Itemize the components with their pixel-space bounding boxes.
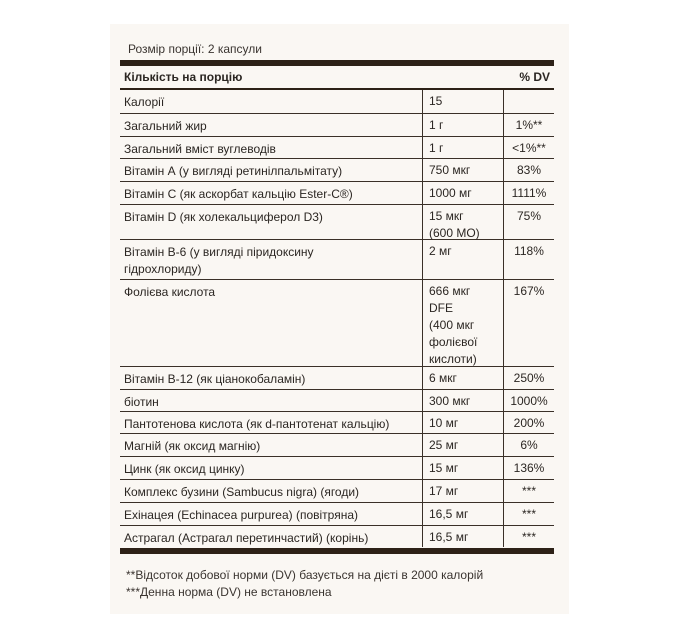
table-row	[120, 367, 554, 390]
nutrient-dv: 1111%	[511, 186, 547, 200]
serving-size: Розмір порції: 2 капсули	[128, 42, 262, 56]
table-row	[120, 412, 554, 434]
nutrient-name: Вітамін В-6 (у вигляді піридоксину гідрохлориду)	[124, 245, 314, 276]
nutrient-name: Вітамін D (як холекальциферол D3)	[124, 210, 323, 224]
nutrient-dv: 136%	[513, 461, 545, 475]
nutrient-dv: ***	[521, 484, 536, 498]
table-header	[120, 66, 554, 90]
nutrient-dv: <1%**	[512, 141, 546, 155]
nutrient-name: Загальний жир	[124, 119, 207, 133]
table-row	[120, 182, 554, 205]
nutrient-dv: 6%	[520, 438, 538, 452]
nutrient-amount: 1000 мг	[422, 182, 504, 204]
nutrient-amount: 15 мг	[422, 457, 504, 479]
nutrient-dv: 167%	[513, 284, 545, 298]
nutrient-name: Калорії	[124, 95, 165, 109]
table-row	[120, 114, 554, 137]
nutrient-amount: 10 мг	[422, 412, 504, 433]
nutrient-amount: 17 мг	[422, 480, 504, 502]
nutrient-amount: 25 мг	[422, 434, 504, 456]
table-row	[120, 457, 554, 480]
table-row	[120, 503, 554, 526]
nutrient-amount: 300 мкг	[422, 390, 504, 411]
nutrient-amount: 15 мкг (600 МО)	[422, 205, 504, 239]
header-dv: % DV	[519, 70, 550, 84]
table-row	[120, 159, 554, 182]
nutrient-amount: 15	[422, 90, 504, 113]
nutrient-amount: 666 мкг DFE (400 мкг фолієвої кислоти)	[422, 280, 504, 366]
nutrient-dv: 118%	[514, 244, 544, 258]
footnote-dv-not-established: ***Денна норма (DV) не встановлена	[126, 585, 332, 599]
nutrient-amount: 1 г	[422, 137, 504, 158]
nutrient-dv: 200%	[513, 416, 545, 430]
table-row	[120, 90, 554, 114]
nutrient-name: біотин	[124, 395, 159, 409]
table-row	[120, 240, 554, 280]
nutrient-name: Фолієва кислота	[124, 285, 216, 299]
nutrient-dv: 1%**	[515, 118, 543, 132]
nutrient-amount: 16,5 мг	[422, 503, 504, 525]
table-row	[120, 137, 554, 159]
table-row	[120, 434, 554, 457]
footnote-dv-basis: **Відсоток добової норми (DV) базується на дієті в 2000 калорій	[126, 568, 484, 582]
nutrient-amount: 6 мкг	[422, 367, 504, 389]
table-row	[120, 480, 554, 503]
nutrient-name: Цинк (як оксид цинку)	[124, 462, 245, 476]
nutrient-name: Комплекс бузини (Sambucus nigra) (ягоди)	[124, 485, 360, 499]
table-row	[120, 390, 554, 412]
nutrient-name: Пантотенова кислота (як d-пантотенат кальцію)	[124, 417, 390, 431]
nutrient-amount: 1 г	[422, 114, 504, 136]
nutrient-amount: 750 мкг	[422, 159, 504, 181]
nutrient-dv: 75%	[516, 209, 542, 223]
nutrient-dv: 83%	[516, 163, 542, 177]
nutrient-name: Астрагал (Астрагал перетинчастий) (корінь)	[124, 531, 369, 545]
nutrient-amount: 2 мг	[422, 240, 504, 279]
nutrient-dv: 1000%	[510, 394, 548, 408]
header-amount-per-serving: Кількість на порцію	[124, 70, 243, 84]
nutrient-dv: 250%	[513, 371, 545, 385]
nutrient-name: Вітамін В-12 (як ціанокобаламін)	[124, 372, 306, 386]
table-row	[120, 280, 554, 367]
nutrient-dv: ***	[521, 507, 536, 521]
nutrient-name: Вітамін А (у вигляді ретинілпальмітату)	[124, 164, 343, 178]
nutrient-name: Загальний вміст вуглеводів	[124, 142, 276, 156]
nutrient-name: Ехінацея (Echinacea purpurea) (повітряна)	[124, 508, 358, 522]
nutrient-name: Магній (як оксид магнію)	[124, 439, 261, 453]
table-row	[120, 526, 554, 547]
table-row	[120, 205, 554, 240]
nutrient-name: Вітамін С (як аскорбат кальцію Ester-C®)	[124, 187, 353, 201]
nutrient-dv: ***	[521, 530, 536, 544]
bottom-divider	[120, 548, 554, 554]
nutrient-amount: 16,5 мг	[422, 526, 504, 547]
